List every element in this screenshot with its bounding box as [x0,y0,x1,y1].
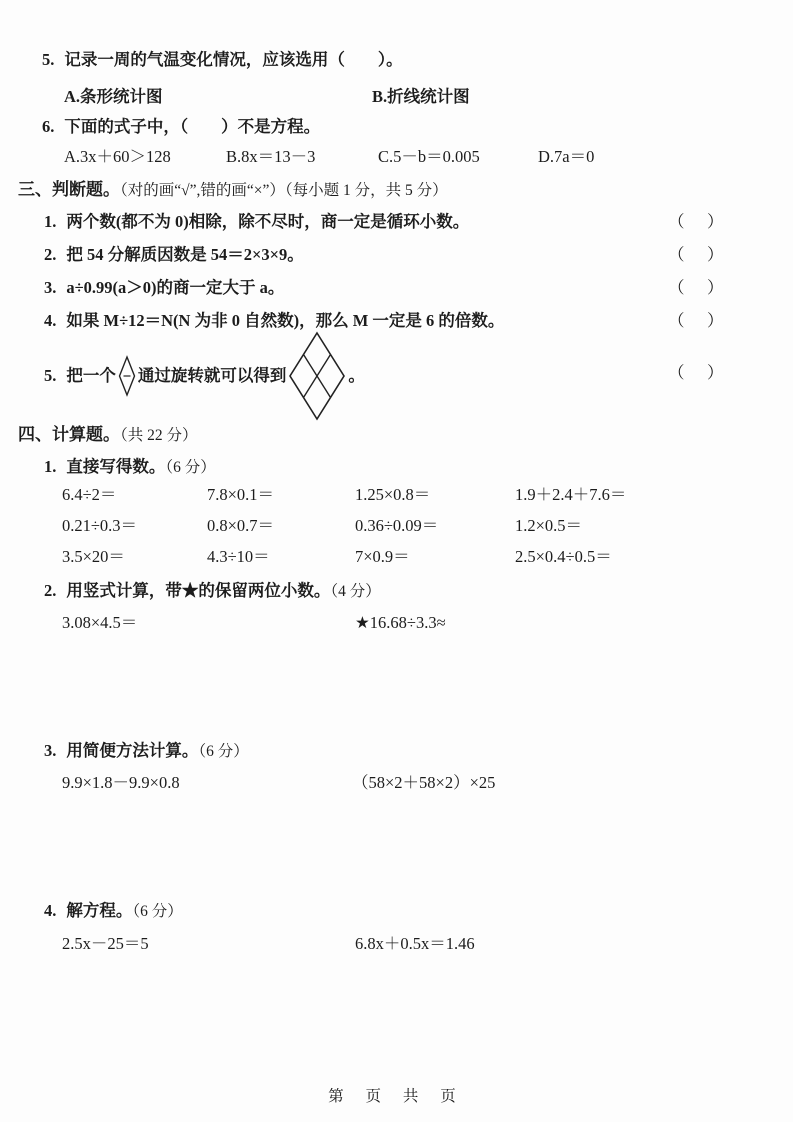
judge-item-5 [44,330,365,422]
judge-item-5-text-mid: 通过旋转就可以得到 [137,366,287,385]
judge-item-4 [44,310,504,332]
calc-sub3-expression-right: （58×2＋58×2）×25 [352,773,496,792]
calc-expression: 2.5×0.4÷0.5＝ [515,547,612,566]
calc-sub4-text: 解方程。 [66,901,133,920]
calc-sub4-hint: （6 分） [132,903,183,920]
judge-item-3 [44,277,284,299]
judge-item-2-number: 2. [44,245,57,264]
calc-sub4-title [44,900,183,923]
judge-item-4-number: 4. [44,311,57,330]
judge-item-3-number: 3. [44,278,57,297]
calc-sub2-expression-left: 3.08×4.5＝ [62,613,138,632]
calc-sub1-title [44,456,216,479]
question-6-option-b: B.8x＝13－3 [226,147,316,166]
small-rhombus-icon [118,355,136,397]
judge-item-1-text: 两个数(都不为 0)相除，除不尽时，商一定是循环小数。 [66,212,470,231]
question-5 [42,49,403,71]
question-5-number: 5. [42,50,55,69]
judge-item-4-answer-bracket: （ ） [668,311,727,330]
section-3-heading [18,179,448,202]
judge-item-3-text: a÷0.99(a＞0)的商一定大于 a。 [66,278,285,297]
calc-sub2-title [44,580,381,603]
calc-sub4-number: 4. [44,901,57,920]
section-3-title: 三、判断题。 [18,180,120,199]
calc-expression: 7.8×0.1＝ [207,485,275,504]
calc-sub2-number: 2. [44,581,57,600]
calc-sub1-text: 直接写得数。 [66,457,166,476]
judge-item-5-answer-bracket: （ ） [668,363,727,382]
judge-item-1-number: 1. [44,212,57,231]
judge-item-2 [44,244,304,266]
judge-item-1 [44,211,469,233]
question-6-option-c: C.5－b＝0.005 [378,147,480,166]
calc-sub2-expression-right: ★16.68÷3.3≈ [355,613,446,632]
judge-item-2-text: 把 54 分解质因数是 54＝2×3×9。 [66,245,304,264]
calc-expression: 1.25×0.8＝ [355,485,431,504]
question-6-option-a: A.3x＋60＞128 [64,147,171,166]
calc-sub1-hint: （6 分） [165,459,216,476]
calc-expression: 1.2×0.5＝ [515,516,583,535]
calc-sub3-expression-left: 9.9×1.8－9.9×0.8 [62,773,180,792]
calc-sub3-title [44,740,249,763]
judge-item-2-answer-bracket: （ ） [668,245,727,264]
calc-sub4-equation-left: 2.5x－25＝5 [62,934,149,953]
question-5-text: 记录一周的气温变化情况，应该选用（ ）。 [64,50,403,69]
question-5-option-a: A.条形统计图 [64,87,163,106]
calc-sub3-text: 用简便方法计算。 [66,741,199,760]
calc-expression: 6.4÷2＝ [62,485,117,504]
section-4-title: 四、计算题。 [18,425,120,444]
question-5-option-b: B.折线统计图 [372,87,470,106]
question-6-number: 6. [42,117,55,136]
calc-expression: 0.21÷0.3＝ [62,516,138,535]
section-4-hint: （共 22 分） [120,427,198,444]
calc-expression: 3.5×20＝ [62,547,125,566]
calc-expression: 0.36÷0.09＝ [355,516,439,535]
calc-expression: 7×0.9＝ [355,547,410,566]
calc-sub2-hint: （4 分） [330,583,381,600]
section-3-hint: （对的画“√”,错的画“×”）（每小题 1 分，共 5 分） [120,182,448,199]
calc-sub4-equation-right: 6.8x＋0.5x＝1.46 [355,934,475,953]
four-rhombus-pattern-icon [288,331,346,421]
question-6 [42,116,320,138]
judge-item-4-text: 如果 M÷12＝N(N 为非 0 自然数)，那么 M 一定是 6 的倍数。 [66,311,505,330]
calc-sub3-hint: （6 分） [198,743,249,760]
calc-sub2-text: 用竖式计算，带★的保留两位小数。 [66,581,331,600]
calc-sub1-number: 1. [44,457,57,476]
judge-item-1-answer-bracket: （ ） [668,212,727,231]
judge-item-5-number: 5. [44,366,57,385]
calc-expression: 4.3÷10＝ [207,547,270,566]
question-6-option-d: D.7a＝0 [538,147,595,166]
page-footer: 第 页 共 页 [328,1088,465,1105]
judge-item-5-text-post: 。 [348,366,365,385]
judge-item-3-answer-bracket: （ ） [668,278,727,297]
calc-expression: 1.9＋2.4＋7.6＝ [515,485,627,504]
judge-item-5-text-pre: 把一个 [66,366,116,385]
calc-sub3-number: 3. [44,741,57,760]
calc-expression: 0.8×0.7＝ [207,516,275,535]
section-4-heading [18,424,198,447]
question-6-text: 下面的式子中，（ ）不是方程。 [64,117,321,136]
